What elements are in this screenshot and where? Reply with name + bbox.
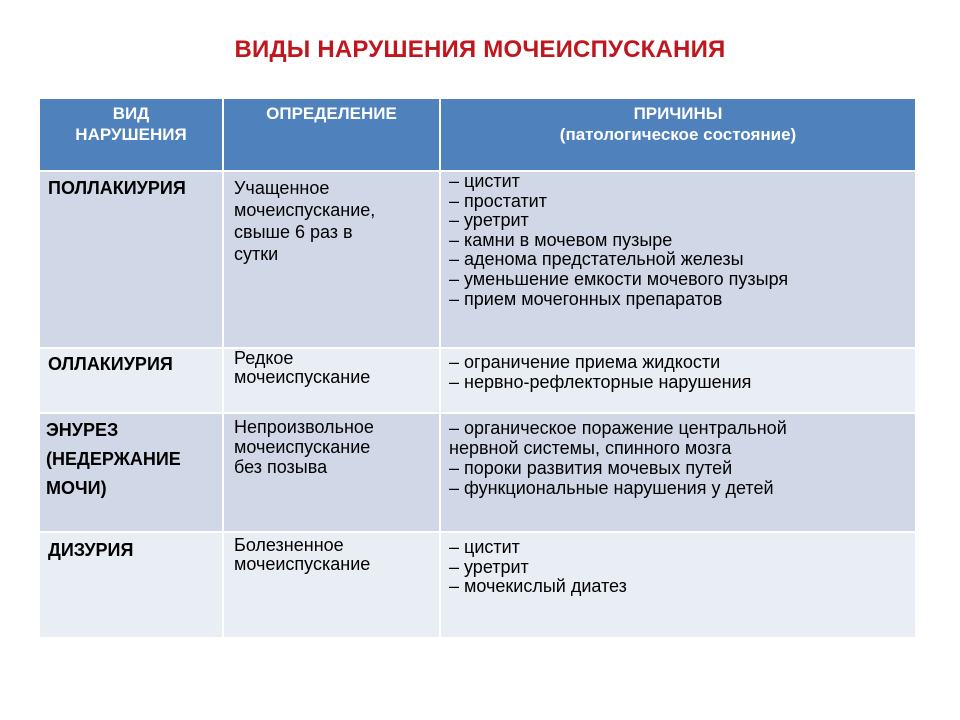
type-line: ОЛЛАКИУРИЯ bbox=[48, 354, 173, 374]
definition-line: Непроизвольное bbox=[234, 417, 374, 437]
definition-line: Болезненное bbox=[234, 535, 344, 555]
cause-line: – уменьшение емкости мочевого пузыря bbox=[449, 268, 789, 289]
cause-line: – аденома предстательной железы bbox=[449, 249, 744, 270]
header-causes bbox=[440, 98, 916, 171]
header-line: ВИД bbox=[112, 104, 150, 123]
page-title: ВИДЫ НАРУШЕНИЯ МОЧЕИСПУСКАНИЯ bbox=[234, 36, 726, 63]
definition-line: мочеиспускание, bbox=[234, 200, 376, 220]
cell-type bbox=[39, 348, 223, 413]
table-row bbox=[39, 532, 916, 638]
cell-causes bbox=[440, 171, 916, 348]
cause-line: – органическое поражение центральной bbox=[449, 418, 787, 438]
cause-line: – цистит bbox=[449, 171, 520, 191]
cause-line: – цистит bbox=[449, 537, 520, 557]
header-line: (патологическое состояние) bbox=[559, 125, 797, 144]
header-definition bbox=[223, 98, 440, 171]
type-line: ЭНУРЕЗ bbox=[46, 420, 119, 440]
definition-line: мочеиспускание bbox=[234, 554, 371, 574]
cause-line: – нервно-рефлекторные нарушения bbox=[449, 371, 752, 392]
definition-line: свыше 6 раз в bbox=[234, 222, 353, 242]
cell-type bbox=[39, 532, 223, 638]
cell-type bbox=[39, 413, 223, 532]
cell-definition bbox=[223, 348, 440, 413]
cell-causes bbox=[440, 348, 916, 413]
cause-line: – уретрит bbox=[449, 210, 529, 231]
type-line: ДИЗУРИЯ bbox=[48, 540, 134, 560]
table-row bbox=[39, 348, 916, 413]
cause-line: – прием мочегонных препаратов bbox=[449, 288, 723, 309]
definition-line: сутки bbox=[234, 244, 279, 264]
definition-line: Учащенное bbox=[234, 178, 330, 198]
type-line: ПОЛЛАКИУРИЯ bbox=[48, 178, 186, 198]
header-type bbox=[39, 98, 223, 171]
cell-causes bbox=[440, 532, 916, 638]
cell-definition bbox=[223, 171, 440, 348]
cell-type bbox=[39, 171, 223, 348]
definition-line: мочеиспускание bbox=[234, 437, 371, 457]
cell-definition bbox=[223, 532, 440, 638]
cause-line: нервной системы, спинного мозга bbox=[449, 438, 732, 458]
cause-line: – функциональные нарушения у детей bbox=[449, 478, 774, 498]
type-line: МОЧИ) bbox=[46, 478, 107, 498]
definition-line: мочеиспускание bbox=[234, 367, 371, 387]
table-row bbox=[39, 413, 916, 532]
table-row bbox=[39, 171, 916, 348]
cause-line: – мочекислый диатез bbox=[449, 576, 627, 597]
cause-line: – камни в мочевом пузыре bbox=[449, 229, 673, 250]
type-line: (НЕДЕРЖАНИЕ bbox=[46, 449, 181, 469]
cell-causes bbox=[440, 413, 916, 532]
cause-line: – ограничение приема жидкости bbox=[449, 352, 721, 372]
definition-line: без позыва bbox=[234, 457, 328, 477]
cause-line: – уретрит bbox=[449, 556, 529, 577]
header-line: ОПРЕДЕЛЕНИЕ bbox=[266, 104, 397, 123]
cause-line: – простатит bbox=[449, 190, 547, 211]
disorders-table bbox=[38, 97, 917, 639]
table-header-row bbox=[39, 98, 916, 171]
cause-line: – пороки развития мочевых путей bbox=[449, 458, 733, 478]
definition-line: Редкое bbox=[234, 348, 294, 368]
cell-definition bbox=[223, 413, 440, 532]
header-line: НАРУШЕНИЯ bbox=[75, 125, 187, 144]
header-line: ПРИЧИНЫ bbox=[633, 104, 723, 123]
